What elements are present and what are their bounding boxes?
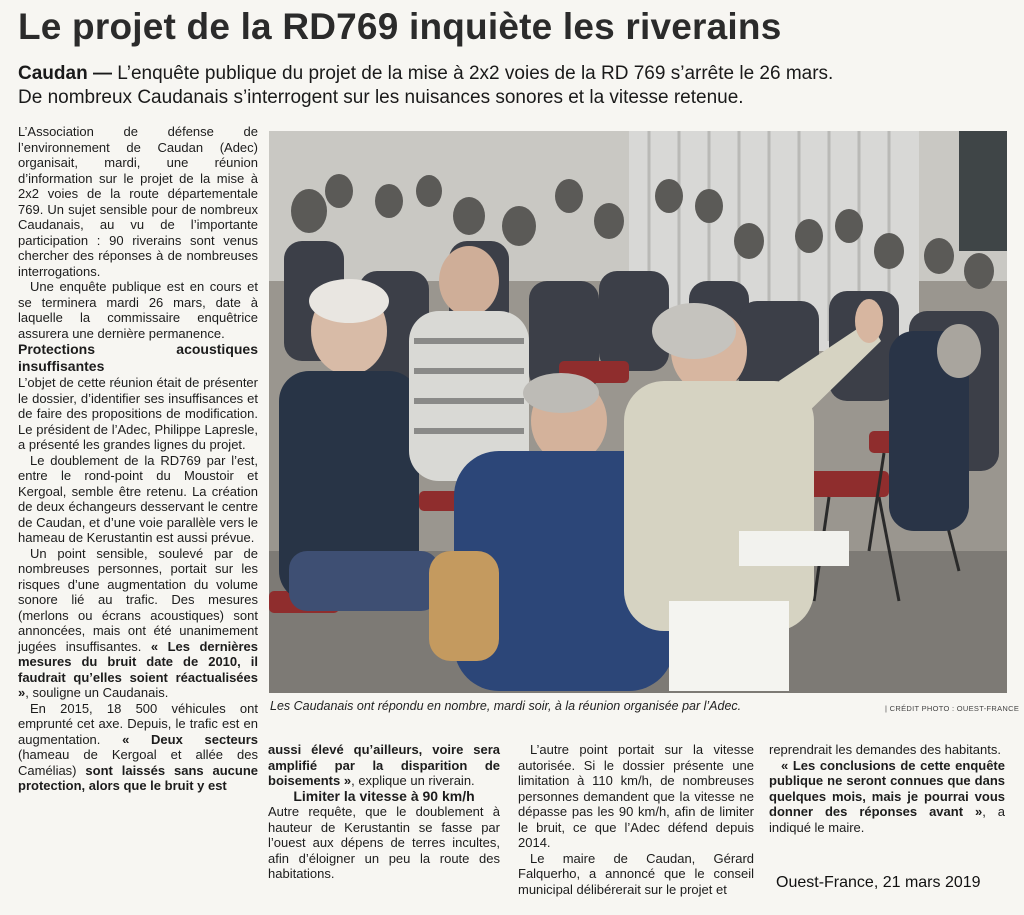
paragraph — [18, 701, 258, 794]
paragraph-text: , explique un riverain. — [351, 773, 475, 788]
paragraph: Autre requête, que le doublement à hauteur de Kerustantin se fasse par l’ouest aux dépens de terres incultes, afin d’éloigner un peu la route des habitations. — [268, 804, 500, 881]
quote: « Les dernières mesures du bruit date de 2010, il faudrait qu’elles soient réactualisées » — [18, 638, 258, 700]
subheading: Limiter la vitesse à 90 km/h — [293, 787, 475, 804]
paragraph-text: , souligne un Caudanais. — [25, 685, 169, 700]
paragraph-text: , a indiqué le maire. — [769, 804, 1005, 835]
paragraph: Le doublement de la RD769 par l’est, entre le rond-point du Moustoir et Kergoal, semble être retenu. La création de deux échangeurs desservant le centre de Caudan, et d’une voie parallèle vers le hameau de Kerustantin est aussi prévue. — [18, 452, 258, 545]
photo-caption: Les Caudanais ont répondu en nombre, mardi soir, à la réunion organisée par l’Adec. — [270, 699, 742, 713]
quote: « Les conclusions de cette enquête publique ne seront connues que dans quelques mois, mais je pourrai vous donner des réponses avant » — [769, 757, 1005, 819]
text-column-4 — [769, 742, 1005, 835]
standfirst-line-1: L’enquête publique du projet de la mise à 2x2 voies de la RD 769 s’arrête le 26 mars. — [111, 63, 834, 84]
text-column-3 — [518, 742, 754, 897]
paragraph: reprendrait les demandes des habitants. — [769, 742, 1001, 757]
paragraph — [769, 758, 1005, 836]
article-headline: Le projet de la RD769 inquiète les riverains — [18, 6, 782, 47]
paragraph: Une enquête publique est en cours et se terminera mardi 26 mars, date à laquelle la commissaire enquêtrice assurera une dernière permanence. — [18, 279, 258, 341]
paragraph: L’autre point portait sur la vitesse autorisée. Si le dossier présente une limitation à 110 km/h, de nombreuses personnes demandent que la vitesse ne dépasse pas les 90 km/h, afin de limiter le bruit, ce que l’Adec défend depuis 2014. — [518, 742, 754, 850]
paragraph-text: En 2015, 18 500 véhicules ont emprunté cet axe. Depuis, le trafic est en augmentation. — [18, 700, 258, 747]
meeting-photo — [269, 131, 1007, 693]
paragraph — [18, 546, 258, 701]
standfirst-line-2: De nombreux Caudanais s’interrogent sur les nuisances sonores et la vitesse retenue. — [18, 87, 744, 108]
paragraph-text: (hameau de Kergoal et allée des Camélias) — [18, 747, 258, 778]
paragraph-text: Un point sensible, soulevé par de nombreuses personnes, portait sur les risques d’une augmentation du volume sonore lié au trafic. Des mesures (merlons ou écrans acoustiques) sont annoncées, mais ont été unanimement jugées insuffisantes. — [18, 545, 258, 654]
quote: aussi élevé qu’ailleurs, voire sera amplifié par la disparition de boisements » — [268, 742, 500, 788]
paragraph: Le maire de Caudan, Gérard Falquerho, a annoncé que le conseil municipal délibérerait sur le projet et — [518, 850, 754, 897]
meeting-photo-illustration — [269, 131, 1007, 693]
dateline-place: Caudan — — [18, 63, 112, 84]
paragraph: L’objet de cette réunion était de présenter le dossier, d’identifier ses insuffisances et de faire des propositions de modification. Le président de l’Adec, Philippe Lapresle, a présenté les grandes lignes du projet. — [18, 375, 258, 452]
quote: sont laissés sans aucune protection, alors que le bruit y est — [18, 762, 259, 793]
article-standfirst — [18, 62, 998, 110]
source-attribution: Ouest-France, 21 mars 2019 — [776, 874, 981, 891]
quote: « Deux secteurs — [122, 731, 258, 747]
paragraph — [268, 742, 500, 789]
text-column-2 — [268, 742, 500, 882]
subheading: Protections acoustiques insuffisantes — [18, 341, 258, 374]
text-column-1 — [18, 124, 258, 794]
photo-credit: | CRÉDIT PHOTO : OUEST-FRANCE — [885, 704, 1020, 713]
paragraph: L’Association de défense de l’environnement de Caudan (Adec) organisait, mardi, une réunion d’information sur le projet de la mise à 2x2 voies de la route départementale 769. Un sujet sensible pour de nombreux Caudanais, au vu de l’importante participation : 90 riverains sont venus chercher des réponses à de nombreuses interrogations. — [18, 124, 258, 279]
